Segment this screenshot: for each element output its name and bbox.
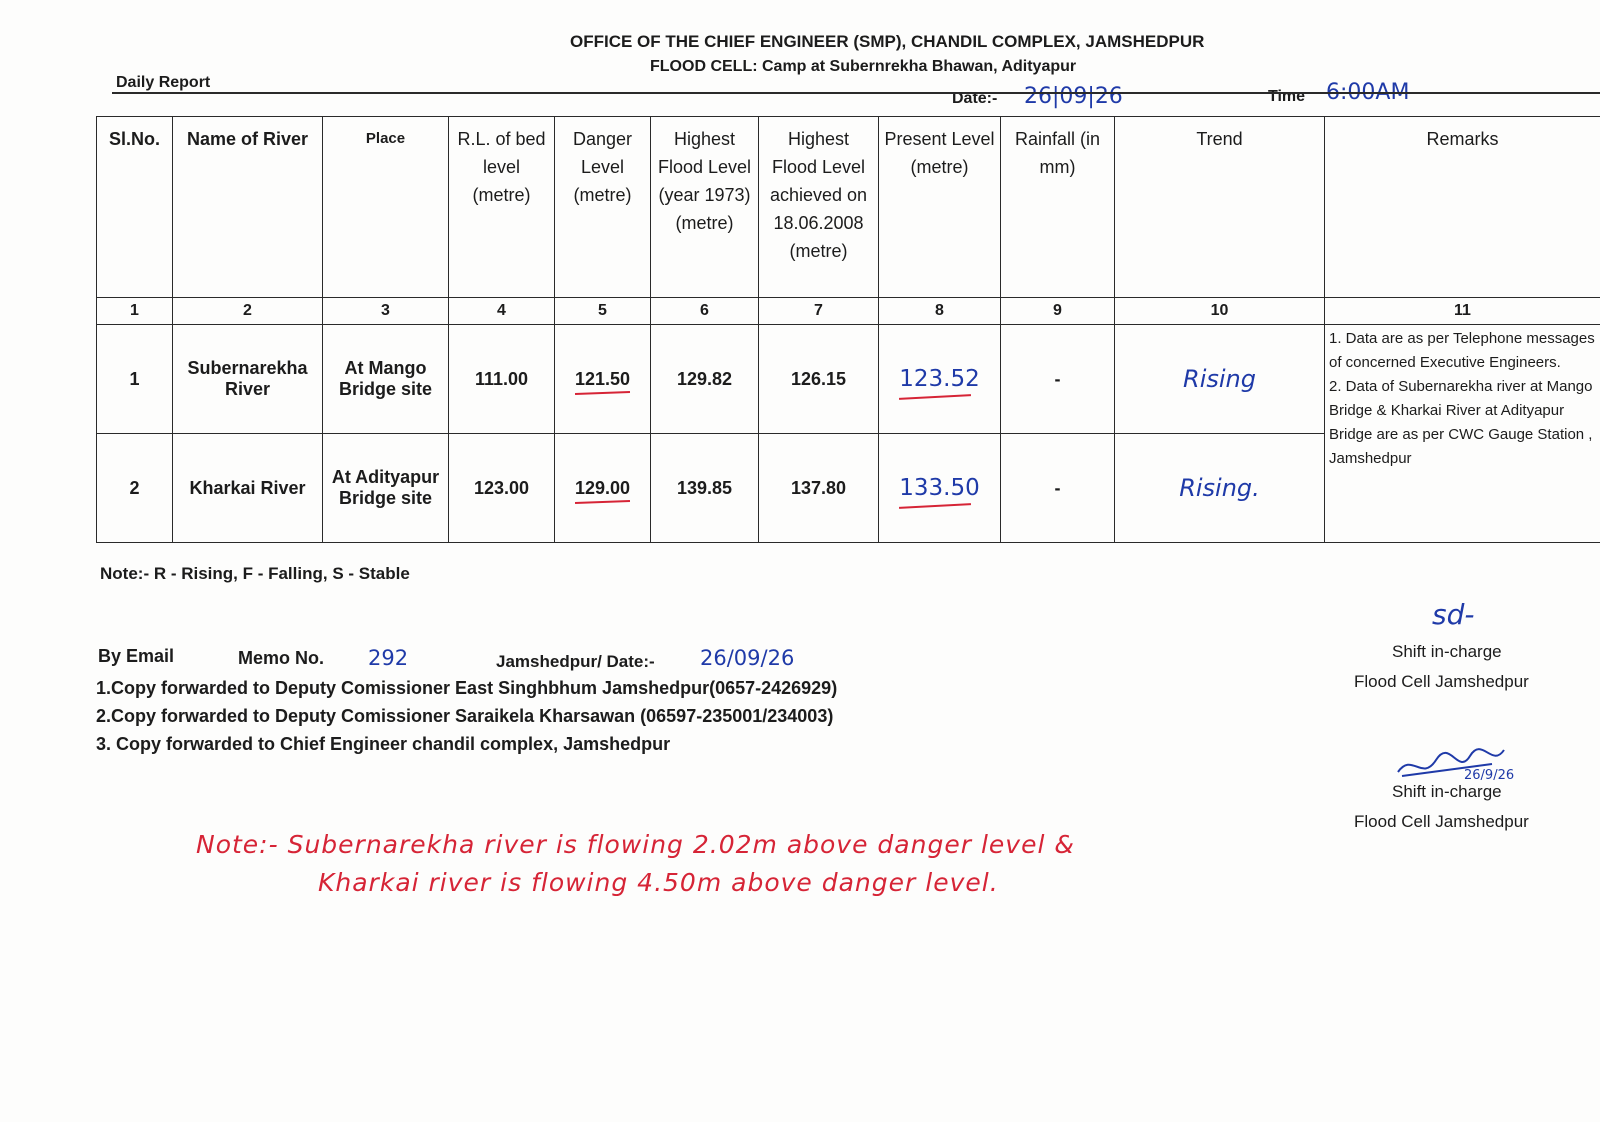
row-sl: 1 <box>97 325 173 434</box>
row-bed-level: 123.00 <box>449 434 555 543</box>
row-hfl-1973: 139.85 <box>651 434 759 543</box>
row-place: At Adityapur Bridge site <box>323 434 449 543</box>
col-river: Name of River <box>173 117 323 298</box>
row-danger-cell <box>555 325 651 434</box>
column-header-row <box>97 117 1600 298</box>
row-hfl-2008: 126.15 <box>759 325 879 434</box>
row-danger-level: 121.50 <box>574 368 631 389</box>
col-number: 6 <box>651 298 759 325</box>
row-river: Kharkai River <box>173 434 323 543</box>
row-river: Subernarekha River <box>173 325 323 434</box>
flood-cell-office: Flood Cell Jamshedpur <box>1354 812 1529 831</box>
column-number-row <box>97 298 1600 325</box>
col-number: 3 <box>323 298 449 325</box>
report-time: 6:00AM <box>1326 80 1410 105</box>
remarks-cell <box>1325 325 1600 543</box>
office-title: OFFICE OF THE CHIEF ENGINEER (SMP), CHANDIL COMPLEX, JAMSHEDPUR <box>570 32 1205 51</box>
col-trend: Trend <box>1115 117 1325 298</box>
col-remarks: Remarks <box>1325 117 1600 298</box>
row-present-cell <box>879 434 1001 543</box>
row-danger-level: 129.00 <box>574 477 631 498</box>
col-hfl-1973: Highest Flood Level (year 1973) (metre) <box>651 117 759 298</box>
row-present-cell <box>879 325 1001 434</box>
flood-cell-line: FLOOD CELL: Camp at Subernrekha Bhawan, Adityapur <box>650 58 1077 75</box>
copy-line: 2.Copy forwarded to Deputy Comissioner Saraikela Kharsawan (06597-235001/234003) <box>96 706 834 726</box>
col-number: 8 <box>879 298 1001 325</box>
handwritten-note-line1: Note:- Subernarekha river is flowing 2.02m above danger level & <box>196 830 1075 859</box>
col-number: 10 <box>1115 298 1325 325</box>
row-present-level: 123.52 <box>899 366 980 392</box>
row-trend: Rising. <box>1179 474 1260 502</box>
row-place: At Mango Bridge site <box>323 325 449 434</box>
report-label: Daily Report <box>116 74 211 91</box>
col-bed-level: R.L. of bed level (metre) <box>449 117 555 298</box>
shift-incharge-title: Shift in-charge <box>1392 782 1502 801</box>
copy-line: 1.Copy forwarded to Deputy Comissioner East Singhbhum Jamshedpur(0657-2426929) <box>96 678 838 698</box>
col-number: 7 <box>759 298 879 325</box>
col-number: 5 <box>555 298 651 325</box>
remark-item: 2. Data of Subernarekha river at Mango Bridge & Kharkai River at Adityapur Bridge are as per CWC Gauge Station , Jamshedpur <box>1329 378 1593 467</box>
copy-line: 3. Copy forwarded to Chief Engineer chandil complex, Jamshedpur <box>96 734 671 754</box>
row-rainfall: - <box>1001 434 1115 543</box>
col-sl: Sl.No. <box>97 117 173 298</box>
row-danger-cell <box>555 434 651 543</box>
memo-label: Memo No. <box>238 648 325 668</box>
row-present-level: 133.50 <box>899 475 980 501</box>
header-rule <box>112 92 1600 94</box>
memo-date: 26/09/26 <box>700 646 795 670</box>
col-number: 9 <box>1001 298 1115 325</box>
time-label: Time <box>1268 88 1306 105</box>
signature-date: 26/9/26 <box>1464 768 1515 783</box>
col-danger-level: Danger Level (metre) <box>555 117 651 298</box>
shift-incharge-title: Shift in-charge <box>1392 642 1502 661</box>
col-rainfall: Rainfall (in mm) <box>1001 117 1115 298</box>
row-hfl-1973: 129.82 <box>651 325 759 434</box>
col-hfl-2008: Highest Flood Level achieved on 18.06.2008 (metre) <box>759 117 879 298</box>
remark-item: 1. Data are as per Telephone messages of concerned Executive Engineers. <box>1329 330 1595 371</box>
signature-sd-mark: sd- <box>1432 598 1475 631</box>
col-place: Place <box>323 117 449 298</box>
row-rainfall: - <box>1001 325 1115 434</box>
row-bed-level: 111.00 <box>449 325 555 434</box>
row-trend: Rising <box>1183 365 1256 393</box>
by-email-label: By Email <box>98 646 175 666</box>
col-number: 4 <box>449 298 555 325</box>
memo-place-date-label: Jamshedpur/ Date:- <box>496 652 655 671</box>
col-present-level: Present Level (metre) <box>879 117 1001 298</box>
trend-legend-note: Note:- R - Rising, F - Falling, S - Stable <box>100 564 410 583</box>
handwritten-note-line2: Kharkai river is flowing 4.50m above danger level. <box>318 868 999 897</box>
row-hfl-2008: 137.80 <box>759 434 879 543</box>
row-trend-cell <box>1115 325 1325 434</box>
flood-cell-office: Flood Cell Jamshedpur <box>1354 672 1529 691</box>
col-number: 2 <box>173 298 323 325</box>
flood-report-table <box>96 116 1600 543</box>
table-row <box>97 325 1600 434</box>
col-number: 1 <box>97 298 173 325</box>
report-date: 26|09|26 <box>1024 84 1123 109</box>
row-sl: 2 <box>97 434 173 543</box>
col-number: 11 <box>1325 298 1600 325</box>
date-label: Date:- <box>952 90 998 107</box>
memo-number: 292 <box>368 646 409 670</box>
row-trend-cell <box>1115 434 1325 543</box>
